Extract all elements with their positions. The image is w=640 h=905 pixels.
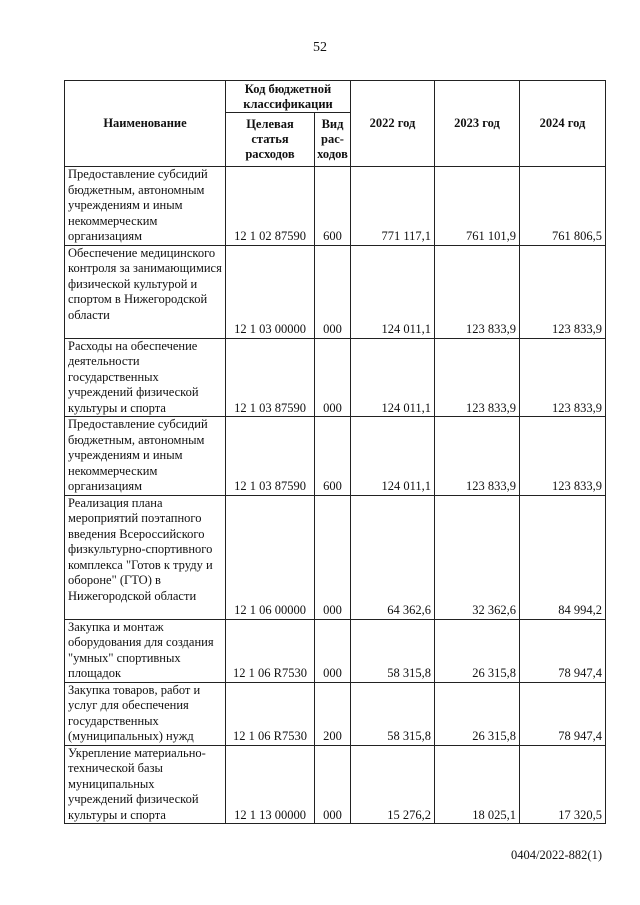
row-value-2024: 123 833,9 [520, 417, 606, 496]
table-row [65, 338, 606, 417]
row-target-code: 12 1 02 87590 [226, 167, 315, 246]
header-code-group: Код бюджетной классификации [226, 81, 351, 113]
row-value-2024: 78 947,4 [520, 619, 606, 682]
row-name: Укрепление материально-технической базы муниципальных учреждений физической культуры и спорта [65, 745, 226, 824]
row-value-2023: 26 315,8 [435, 682, 520, 745]
row-expense-type: 600 [315, 167, 351, 246]
row-expense-type: 600 [315, 417, 351, 496]
document-number: 0404/2022-882(1) [511, 848, 602, 862]
row-value-2023: 18 025,1 [435, 745, 520, 824]
table-row [65, 495, 606, 619]
page-number: 52 [313, 40, 327, 55]
header-expense-type: Вид рас-ходов [315, 113, 351, 167]
row-target-code: 12 1 06 00000 [226, 495, 315, 619]
table-row [65, 682, 606, 745]
row-value-2022: 64 362,6 [351, 495, 435, 619]
row-target-code: 12 1 06 R7530 [226, 682, 315, 745]
row-value-2022: 15 276,2 [351, 745, 435, 824]
row-value-2022: 124 011,1 [351, 245, 435, 338]
row-value-2022: 124 011,1 [351, 417, 435, 496]
row-value-2023: 32 362,6 [435, 495, 520, 619]
row-expense-type: 000 [315, 245, 351, 338]
row-name: Предоставление субсидий бюджетным, автономным учреждениям и иным некоммерческим организациям [65, 417, 226, 496]
row-name: Реализация плана мероприятий поэтапного введения Всероссийского физкультурно-спортивного комплекса "Готов к труду и обороне" (ГТО) в Нижегородской области [65, 495, 226, 619]
row-value-2023: 26 315,8 [435, 619, 520, 682]
row-value-2022: 771 117,1 [351, 167, 435, 246]
header-2023: 2023 год [435, 81, 520, 167]
table-row [65, 417, 606, 496]
table-row [65, 619, 606, 682]
row-value-2023: 123 833,9 [435, 245, 520, 338]
row-name: Закупка товаров, работ и услуг для обеспечения государственных (муниципальных) нужд [65, 682, 226, 745]
row-value-2022: 58 315,8 [351, 682, 435, 745]
row-value-2024: 84 994,2 [520, 495, 606, 619]
row-value-2023: 761 101,9 [435, 167, 520, 246]
row-value-2024: 761 806,5 [520, 167, 606, 246]
row-name: Расходы на обеспечение деятельности государственных учреждений физической культуры и спорта [65, 338, 226, 417]
row-target-code: 12 1 03 87590 [226, 417, 315, 496]
table-row [65, 745, 606, 824]
row-value-2023: 123 833,9 [435, 417, 520, 496]
row-name: Предоставление субсидий бюджетным, автономным учреждениям и иным некоммерческим организациям [65, 167, 226, 246]
row-expense-type: 000 [315, 338, 351, 417]
header-row-top [65, 81, 606, 113]
row-expense-type: 000 [315, 619, 351, 682]
row-value-2024: 17 320,5 [520, 745, 606, 824]
row-expense-type: 200 [315, 682, 351, 745]
header-name: Наименование [65, 81, 226, 167]
table-row [65, 167, 606, 246]
row-value-2022: 58 315,8 [351, 619, 435, 682]
row-value-2023: 123 833,9 [435, 338, 520, 417]
row-expense-type: 000 [315, 495, 351, 619]
row-value-2024: 123 833,9 [520, 245, 606, 338]
header-2022: 2022 год [351, 81, 435, 167]
table-row [65, 245, 606, 338]
budget-table [64, 80, 606, 824]
row-value-2024: 78 947,4 [520, 682, 606, 745]
row-target-code: 12 1 13 00000 [226, 745, 315, 824]
row-expense-type: 000 [315, 745, 351, 824]
header-2024: 2024 год [520, 81, 606, 167]
row-name: Обеспечение медицинского контроля за занимающимися физической культурой и спортом в Нижегородской области [65, 245, 226, 338]
row-target-code: 12 1 06 R7530 [226, 619, 315, 682]
row-value-2024: 123 833,9 [520, 338, 606, 417]
row-target-code: 12 1 03 00000 [226, 245, 315, 338]
row-value-2022: 124 011,1 [351, 338, 435, 417]
header-target-article: Целевая статья расходов [226, 113, 315, 167]
row-target-code: 12 1 03 87590 [226, 338, 315, 417]
row-name: Закупка и монтаж оборудования для создания "умных" спортивных площадок [65, 619, 226, 682]
